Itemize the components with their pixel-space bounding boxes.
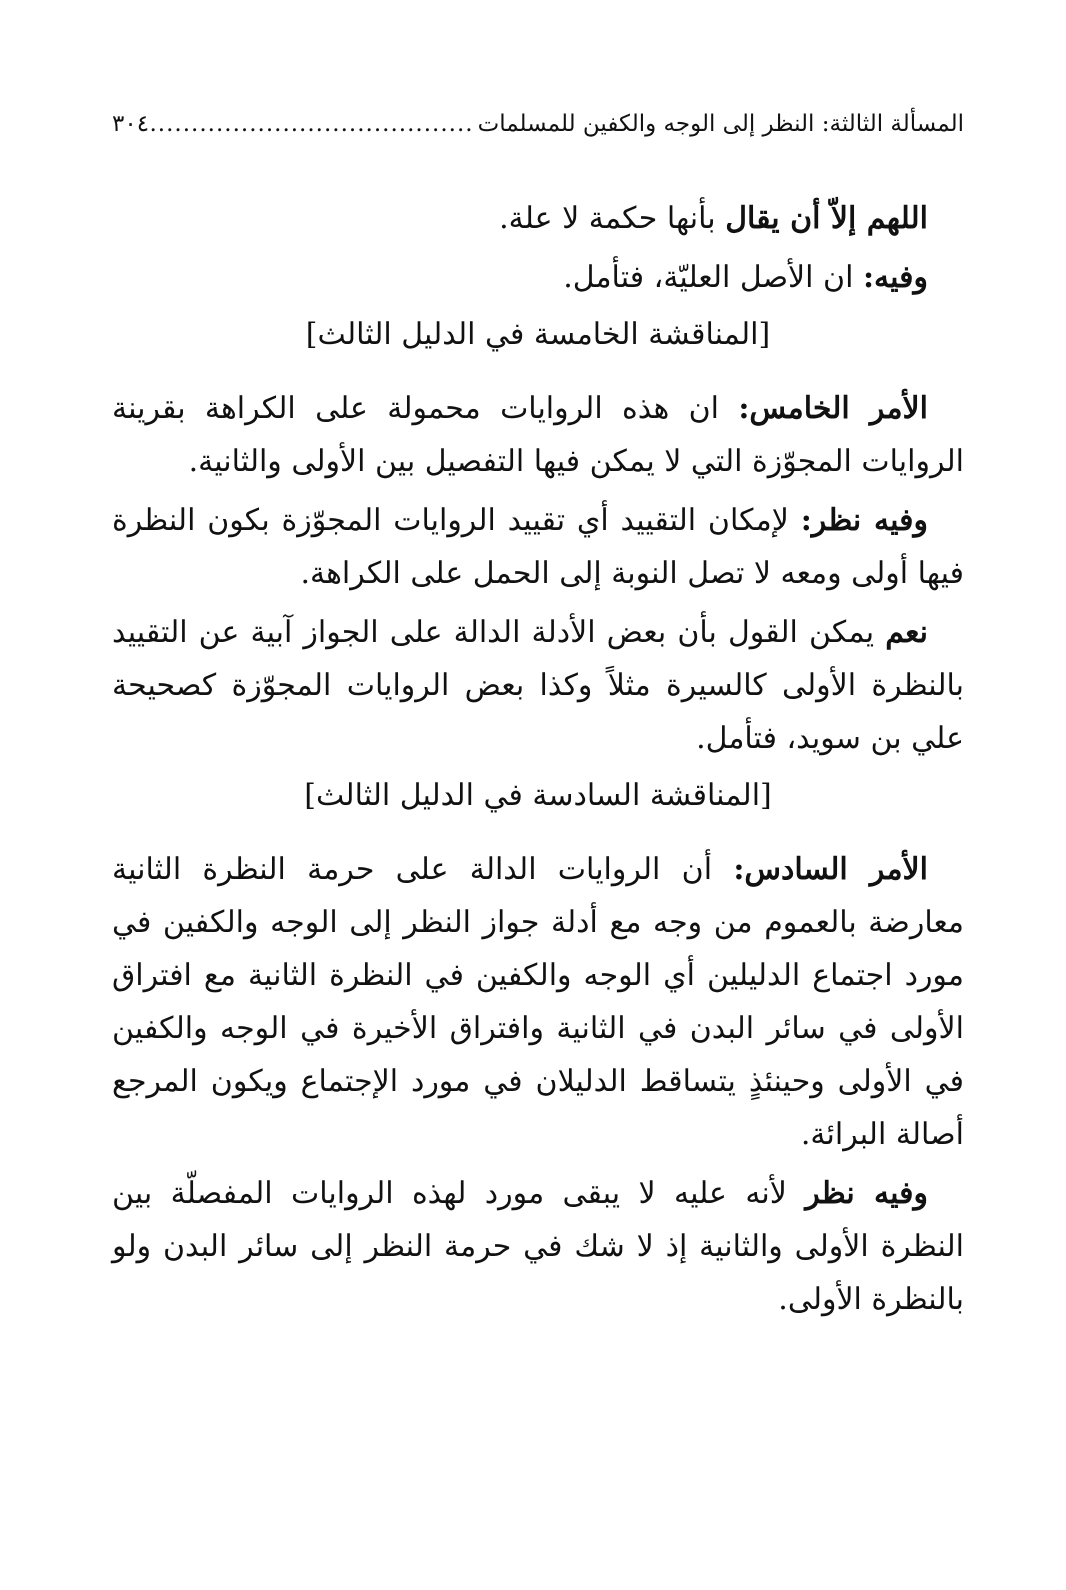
paragraph-text: لأنه عليه لا يبقى مورد لهذه الروايات المفصلّة بين النظرة الأولى والثانية إذ لا شك في حرمة النظر إلى سائر البدن ولو بالنظرة الأولى. — [112, 1176, 964, 1317]
paragraph-text: ان الأصل العليّة، فتأمل. — [563, 260, 863, 295]
paragraph-fifth-matter — [112, 382, 964, 488]
paragraph-lead: وفيه: — [862, 260, 928, 295]
paragraph-text: يمكن القول بأن بعض الأدلة الدالة على الجواز آبية عن التقييد بالنظرة الأولى كالسيرة مثلاً وكذا بعض الروايات المجوّزة كصحيحة علي بن سويد، فتأمل. — [112, 615, 964, 756]
header-title: المسألة الثالثة: النظر إلى الوجه والكفين للمسلمات — [477, 111, 964, 137]
page-body — [112, 192, 964, 1326]
paragraph-lead: وفيه نظر: — [800, 503, 928, 538]
paragraph-unless-said — [112, 192, 964, 245]
paragraph-sixth-matter — [112, 843, 964, 1161]
paragraph-text: أن الروايات الدالة على حرمة النظرة الثانية معارضة بالعموم من وجه مع أدلة جواز النظر إلى الوجه والكفين في مورد اجتماع الدليلين أي الوجه والكفين في النظرة الثانية مع افتراق الأولى في سائر البدن في الثانية وافتراق الأخيرة في الوجه والكفين في الأولى وحينئذٍ يتساقط الدليلان في مورد الإجتماع ويكون المرجع أصالة البرائة. — [112, 852, 964, 1152]
paragraph-objection — [112, 251, 964, 304]
paragraph-lead: وفيه نظر — [805, 1176, 929, 1211]
paragraph-text: ان هذه الروايات محمولة على الكراهة بقرينة الروايات المجوّزة التي لا يمكن فيها التفصيل بين الأولى والثانية. — [112, 391, 964, 479]
paragraph-lead: الأمر السادس: — [733, 852, 928, 887]
paragraph-sixth-objection — [112, 1167, 964, 1326]
paragraph-text: لإمكان التقييد أي تقييد الروايات المجوّزة بكون النظرة فيها أولى ومعه لا تصل النوبة إلى الحمل على الكراهة. — [112, 503, 964, 591]
running-header — [112, 104, 964, 144]
paragraph-text: بأنها حكمة لا علة. — [499, 201, 726, 236]
section-heading-fifth: [المناقشة الخامسة في الدليل الثالث] — [305, 317, 771, 352]
paragraph-lead: نعم — [885, 615, 928, 650]
page-number: ٣٠٤ — [112, 111, 150, 137]
paragraph-lead: الأمر الخامس: — [738, 391, 928, 426]
paragraph-fifth-objection — [112, 494, 964, 600]
paragraph-fifth-yes — [112, 606, 964, 765]
paragraph-lead: اللهم إلاّ أن يقال — [725, 201, 928, 236]
header-leader-dots — [149, 104, 478, 144]
section-heading-sixth: [المناقشة السادسة في الدليل الثالث] — [304, 778, 772, 813]
